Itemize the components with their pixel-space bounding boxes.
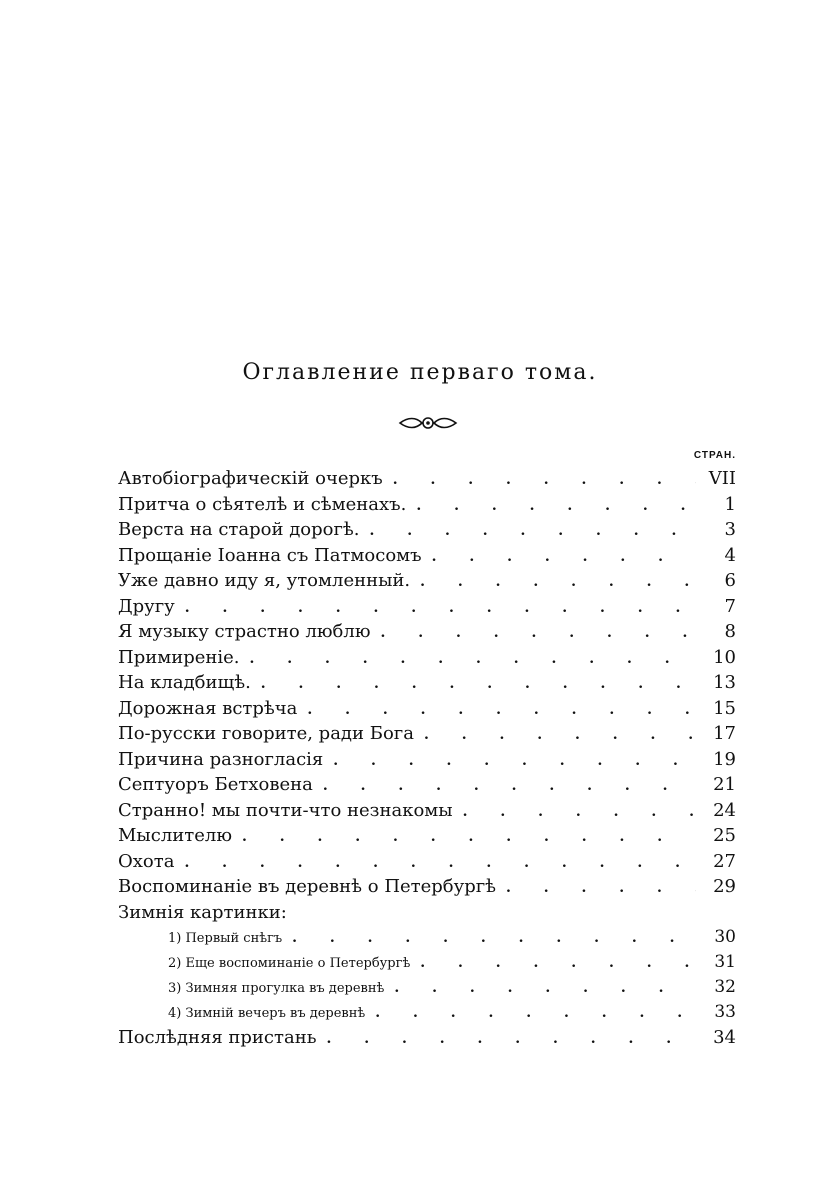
dot-leader	[323, 774, 696, 800]
toc-entry-title: Воспоминаніе въ деревнѣ о Петербургѣ	[118, 876, 497, 897]
dot-leader	[307, 698, 696, 724]
dot-leader	[327, 1027, 696, 1053]
toc-entry-page: 10	[713, 646, 736, 668]
toc-entry	[118, 619, 736, 645]
toc-entry-title: Верста на старой дорогѣ.	[118, 519, 360, 540]
toc-entry-page: 13	[713, 672, 736, 693]
toc-entry-title: Послѣдняя пристань	[118, 1027, 317, 1048]
dot-leader	[184, 851, 696, 877]
toc-entry-title: Причина разногласія	[118, 748, 324, 770]
decorative-ornament-icon	[398, 414, 458, 432]
dot-leader	[261, 672, 696, 698]
dot-leader	[432, 545, 696, 571]
toc-section-heading	[118, 900, 736, 926]
dot-leader	[250, 647, 696, 673]
toc-entry	[118, 747, 736, 773]
toc-entry-page: 17	[713, 723, 736, 744]
toc-subentry-title: 4) Зимній вечеръ въ деревнѣ	[168, 1006, 366, 1021]
toc-entry-title: Автобіографическій очеркъ	[118, 468, 383, 489]
toc-subentry-title: 1) Первый снѣгъ	[168, 931, 283, 946]
toc-entry	[118, 823, 736, 849]
dot-leader	[369, 519, 696, 545]
dot-leader	[393, 468, 696, 494]
toc-subentry	[118, 975, 736, 1000]
toc-entry	[118, 492, 736, 518]
toc-entry	[118, 1025, 736, 1051]
dot-leader	[375, 1001, 696, 1026]
page-column-header: СТРАН.	[693, 450, 736, 461]
dot-leader	[381, 621, 697, 647]
toc-entry-page: 3	[724, 519, 736, 540]
dot-leader	[416, 494, 696, 520]
toc-subentry-page: 30	[714, 927, 736, 947]
toc-entry-title: Прощаніе Іоанна съ Патмосомъ	[118, 544, 422, 566]
dot-leader	[394, 976, 696, 1001]
toc-entry-page: VII	[708, 468, 736, 489]
dot-leader	[420, 951, 696, 976]
toc-entry	[118, 874, 736, 900]
toc-entry-page: 1	[724, 493, 736, 515]
page-title: Оглавление перваго тома.	[242, 360, 598, 385]
toc-entry-page: 8	[724, 621, 736, 642]
toc-entry	[118, 696, 736, 722]
toc-entry-page: 27	[713, 850, 736, 872]
toc-entry	[118, 721, 736, 747]
dot-leader	[242, 825, 696, 851]
toc-entry-title: Притча о сѣятелѣ и сѣменахъ.	[118, 493, 407, 515]
toc-subentry-page: 32	[714, 977, 736, 997]
toc-entry	[118, 670, 736, 696]
dot-leader	[424, 723, 696, 749]
table-of-contents	[118, 466, 736, 1051]
toc-entry-title: По-русски говорите, ради Бога	[118, 723, 414, 744]
toc-entry	[118, 798, 736, 824]
toc-subentry-page: 31	[714, 952, 736, 972]
toc-entry	[118, 466, 736, 492]
toc-subentry	[118, 1000, 736, 1025]
toc-subentry-title: 3) Зимняя прогулка въ деревнѣ	[168, 981, 385, 996]
dot-leader	[463, 800, 696, 826]
toc-entry-title: На кладбищѣ.	[118, 672, 251, 693]
toc-entry-page: 25	[713, 825, 736, 846]
toc-entry-page: 21	[713, 774, 736, 795]
toc-entry-title: Септуоръ Бетховена	[118, 774, 313, 795]
toc-entry	[118, 517, 736, 543]
toc-entry-page: 29	[713, 876, 736, 897]
toc-entry	[118, 772, 736, 798]
toc-entry	[118, 568, 736, 594]
dot-leader	[333, 749, 696, 775]
toc-entry-title: Мыслителю	[118, 825, 232, 846]
toc-entry-title: Примиреніе.	[118, 646, 240, 668]
toc-entry-page: 19	[713, 748, 736, 770]
toc-entry-page: 4	[724, 544, 736, 566]
toc-subentry-title: 2) Еще воспоминаніе о Петербургѣ	[168, 956, 411, 971]
toc-entry-title: Уже давно иду я, утомленный.	[118, 570, 411, 591]
dot-leader	[185, 596, 696, 622]
toc-entry-title: Дорожная встрѣча	[118, 697, 298, 719]
toc-entry	[118, 645, 736, 671]
dot-leader	[506, 876, 696, 902]
toc-entry-page: 6	[724, 570, 736, 591]
toc-entry-title: Другу	[118, 595, 175, 617]
toc-entry-title: Охота	[118, 850, 175, 872]
toc-entry	[118, 543, 736, 569]
toc-entry-title: Я музыку страстно люблю	[118, 621, 371, 642]
toc-entry	[118, 594, 736, 620]
toc-entry-page: 24	[713, 799, 736, 821]
toc-subentry-page: 33	[714, 1002, 736, 1022]
dot-leader	[420, 570, 696, 596]
toc-section-title: Зимнія картинки:	[118, 901, 287, 923]
toc-entry-page: 34	[713, 1027, 736, 1048]
toc-subentry	[118, 950, 736, 975]
toc-subentry	[118, 925, 736, 950]
toc-entry-page: 7	[724, 595, 736, 617]
toc-entry	[118, 849, 736, 875]
toc-entry-title: Странно! мы почти-что незнакомы	[118, 799, 453, 821]
dot-leader	[292, 926, 696, 951]
toc-entry-page: 15	[713, 697, 736, 719]
